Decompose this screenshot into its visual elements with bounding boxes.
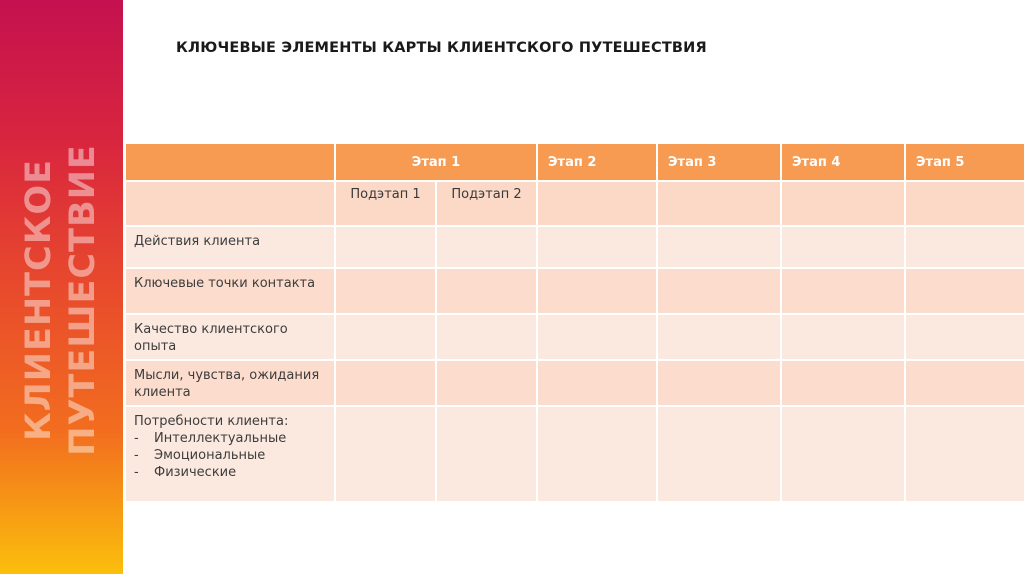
stage-header-5: Этап 5 [905, 143, 1024, 181]
table-cell [537, 181, 657, 226]
stage-header-3: Этап 3 [657, 143, 781, 181]
table-cell [537, 226, 657, 268]
needs-label: Потребности клиента: [134, 414, 289, 429]
table-cell [657, 314, 781, 360]
substage-corner-cell [125, 181, 335, 226]
table-cell [781, 406, 905, 502]
substage-header-2: Подэтап 2 [436, 181, 537, 226]
table-row [125, 226, 1024, 268]
table-cell [335, 406, 436, 502]
need-item-emotional: Эмоциональные [154, 448, 266, 463]
table-cell [436, 406, 537, 502]
sidebar-vertical-title [17, 100, 105, 500]
table-cell [905, 181, 1024, 226]
substage-header-1: Подэтап 1 [335, 181, 436, 226]
table-cell [905, 314, 1024, 360]
table-cell [905, 268, 1024, 314]
table-cell [537, 406, 657, 502]
table-cell [537, 268, 657, 314]
table-cell [905, 406, 1024, 502]
table-cell [905, 360, 1024, 406]
row-label-thoughts-feelings: Мысли, чувства, ожидания клиента [125, 360, 335, 406]
table-cell [657, 181, 781, 226]
header-corner-cell [125, 143, 335, 181]
table-row [125, 360, 1024, 406]
sidebar-gradient-panel [0, 0, 123, 574]
row-label-customer-actions: Действия клиента [125, 226, 335, 268]
table-cell [335, 314, 436, 360]
row-label-customer-needs [125, 406, 335, 502]
table-cell [657, 268, 781, 314]
table-cell [335, 360, 436, 406]
stage-header-4: Этап 4 [781, 143, 905, 181]
sidebar-title-line-1: КЛИЕНТСКОЕ [19, 159, 59, 442]
table-cell [781, 268, 905, 314]
table-cell [781, 181, 905, 226]
substage-row [125, 181, 1024, 226]
list-item: - Физические [134, 465, 237, 480]
table-cell [436, 226, 537, 268]
needs-list [134, 430, 328, 481]
table-cell [657, 360, 781, 406]
table-cell [781, 226, 905, 268]
table-cell [657, 406, 781, 502]
table-row [125, 314, 1024, 360]
need-item-intellectual: Интеллектуальные [154, 431, 287, 446]
table-cell [537, 314, 657, 360]
table-cell [436, 314, 537, 360]
table-cell [657, 226, 781, 268]
stage-header-1: Этап 1 [335, 143, 537, 181]
row-label-experience-quality: Качество клиентского опыта [125, 314, 335, 360]
need-item-physical: Физические [154, 465, 237, 480]
page-title: КЛЮЧЕВЫЕ ЭЛЕМЕНТЫ КАРТЫ КЛИЕНТСКОГО ПУТЕШЕСТВИЯ [176, 40, 707, 56]
sidebar-title-line-2: ПУТЕШЕСТВИЕ [63, 144, 103, 456]
table-row [125, 406, 1024, 502]
customer-journey-map-table [124, 142, 1024, 503]
table-cell [781, 314, 905, 360]
row-label-touchpoints: Ключевые точки контакта [125, 268, 335, 314]
table-cell [905, 226, 1024, 268]
list-item: - Интеллектуальные [134, 431, 287, 446]
stage-header-2: Этап 2 [537, 143, 657, 181]
table-cell [781, 360, 905, 406]
table-cell [436, 360, 537, 406]
table-cell [537, 360, 657, 406]
table-cell [436, 268, 537, 314]
list-item: - Эмоциональные [134, 448, 266, 463]
table-cell [335, 268, 436, 314]
table-header-row [125, 143, 1024, 181]
table-cell [335, 226, 436, 268]
table-row [125, 268, 1024, 314]
